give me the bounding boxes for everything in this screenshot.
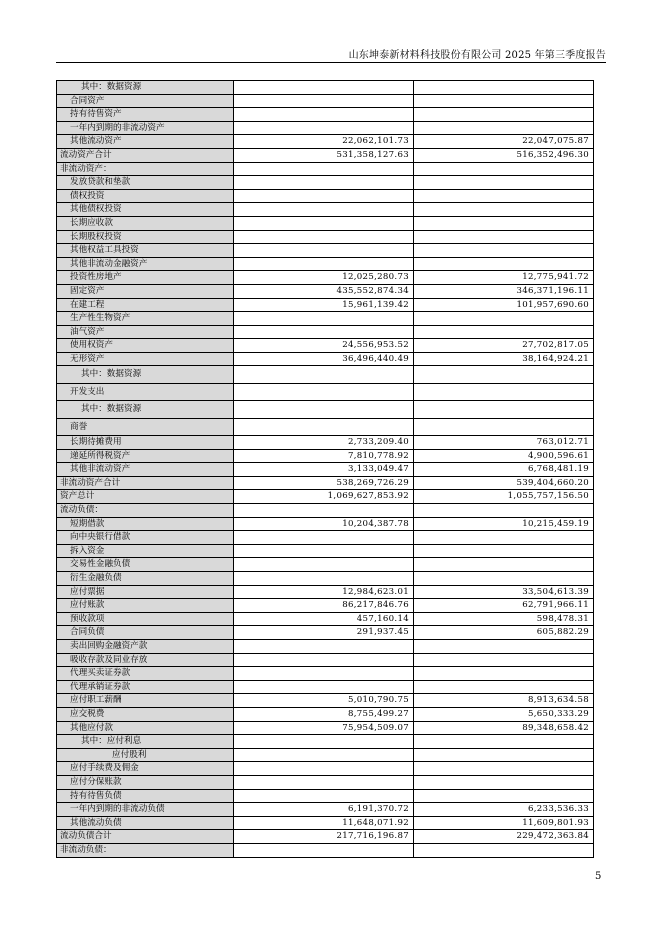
table-row <box>57 230 594 244</box>
table-row <box>57 176 594 190</box>
table-row <box>57 476 594 490</box>
table-row <box>57 383 594 400</box>
table-row <box>57 312 594 326</box>
prior-period-value <box>414 81 594 95</box>
row-label: 卖出回购金融资产款 <box>57 640 234 654</box>
current-period-value <box>234 257 414 271</box>
table-row <box>57 721 594 735</box>
row-label: 代理买卖证券款 <box>57 667 234 681</box>
prior-period-value <box>414 230 594 244</box>
prior-period-value: 539,404,660.20 <box>414 476 594 490</box>
table-row <box>57 401 594 418</box>
row-label: 长期待摊费用 <box>57 436 234 450</box>
prior-period-value: 605,882.29 <box>414 626 594 640</box>
prior-period-value <box>414 312 594 326</box>
prior-period-value <box>414 401 594 418</box>
table-row <box>57 612 594 626</box>
current-period-value: 291,937.45 <box>234 626 414 640</box>
current-period-value <box>234 94 414 108</box>
prior-period-value: 10,215,459.19 <box>414 517 594 531</box>
prior-period-value: 62,791,966.11 <box>414 599 594 613</box>
prior-period-value <box>414 680 594 694</box>
prior-period-value <box>414 108 594 122</box>
table-row <box>57 203 594 217</box>
prior-period-value <box>414 735 594 749</box>
row-label: 持有待售资产 <box>57 108 234 122</box>
table-row <box>57 352 594 366</box>
prior-period-value <box>414 653 594 667</box>
current-period-value: 457,160.14 <box>234 612 414 626</box>
row-label: 开发支出 <box>57 383 234 400</box>
current-period-value: 75,954,509.07 <box>234 721 414 735</box>
row-label: 应付票据 <box>57 585 234 599</box>
prior-period-value: 4,900,596.61 <box>414 449 594 463</box>
prior-period-value <box>414 203 594 217</box>
table-row <box>57 517 594 531</box>
current-period-value <box>234 735 414 749</box>
table-row <box>57 366 594 383</box>
current-period-value <box>234 366 414 383</box>
row-label: 长期股权投资 <box>57 230 234 244</box>
prior-period-value <box>414 121 594 135</box>
current-period-value: 531,358,127.63 <box>234 148 414 162</box>
prior-period-value <box>414 366 594 383</box>
prior-period-value <box>414 216 594 230</box>
row-label: 应付手续费及佣金 <box>57 762 234 776</box>
prior-period-value: 89,348,658.42 <box>414 721 594 735</box>
prior-period-value <box>414 843 594 857</box>
row-label: 商誉 <box>57 418 234 435</box>
table-row <box>57 789 594 803</box>
row-label: 其中：应付利息 <box>57 735 234 749</box>
table-row <box>57 585 594 599</box>
current-period-value <box>234 544 414 558</box>
table-row <box>57 680 594 694</box>
prior-period-value <box>414 667 594 681</box>
row-label: 拆入资金 <box>57 544 234 558</box>
table-row <box>57 121 594 135</box>
row-label: 吸收存款及同业存放 <box>57 653 234 667</box>
current-period-value <box>234 418 414 435</box>
current-period-value: 7,810,778.92 <box>234 449 414 463</box>
prior-period-value <box>414 572 594 586</box>
row-label: 衍生金融负债 <box>57 572 234 586</box>
table-row <box>57 216 594 230</box>
row-label: 非流动资产合计 <box>57 476 234 490</box>
table-row <box>57 257 594 271</box>
current-period-value <box>234 531 414 545</box>
current-period-value <box>234 108 414 122</box>
row-label: 固定资产 <box>57 284 234 298</box>
current-period-value <box>234 789 414 803</box>
row-label: 预收款项 <box>57 612 234 626</box>
prior-period-value <box>414 176 594 190</box>
row-label: 生产性生物资产 <box>57 312 234 326</box>
table-row <box>57 694 594 708</box>
prior-period-value: 229,472,363.84 <box>414 830 594 844</box>
table-row <box>57 94 594 108</box>
table-row <box>57 558 594 572</box>
prior-period-value <box>414 775 594 789</box>
table-row <box>57 816 594 830</box>
table-row <box>57 640 594 654</box>
prior-period-value <box>414 762 594 776</box>
current-period-value <box>234 189 414 203</box>
row-label: 其中：数据资源 <box>57 81 234 95</box>
row-label: 应付股利 <box>57 748 234 762</box>
table-row <box>57 108 594 122</box>
current-period-value <box>234 401 414 418</box>
row-label: 其他应付款 <box>57 721 234 735</box>
current-period-value <box>234 230 414 244</box>
table-row <box>57 271 594 285</box>
row-label: 资产总计 <box>57 490 234 504</box>
current-period-value: 2,733,209.40 <box>234 436 414 450</box>
prior-period-value <box>414 504 594 518</box>
table-row <box>57 653 594 667</box>
row-label: 在建工程 <box>57 298 234 312</box>
table-row <box>57 325 594 339</box>
prior-period-value: 6,233,536.33 <box>414 803 594 817</box>
row-label: 代理承销证券款 <box>57 680 234 694</box>
current-period-value <box>234 653 414 667</box>
current-period-value: 12,025,280.73 <box>234 271 414 285</box>
table-row <box>57 531 594 545</box>
current-period-value: 5,010,790.75 <box>234 694 414 708</box>
prior-period-value <box>414 383 594 400</box>
prior-period-value: 598,478.31 <box>414 612 594 626</box>
table-row <box>57 599 594 613</box>
current-period-value <box>234 383 414 400</box>
prior-period-value: 6,768,481.19 <box>414 463 594 477</box>
prior-period-value: 33,504,613.39 <box>414 585 594 599</box>
current-period-value: 217,716,196.87 <box>234 830 414 844</box>
row-label: 油气资产 <box>57 325 234 339</box>
row-label: 流动负债合计 <box>57 830 234 844</box>
row-label: 其他非流动金融资产 <box>57 257 234 271</box>
current-period-value: 36,496,440.49 <box>234 352 414 366</box>
table-row <box>57 148 594 162</box>
table-row <box>57 775 594 789</box>
table-row <box>57 490 594 504</box>
row-label: 其他权益工具投资 <box>57 244 234 258</box>
prior-period-value <box>414 640 594 654</box>
row-label: 投资性房地产 <box>57 271 234 285</box>
prior-period-value <box>414 418 594 435</box>
prior-period-value <box>414 531 594 545</box>
row-label: 其他流动资产 <box>57 135 234 149</box>
prior-period-value: 38,164,924.21 <box>414 352 594 366</box>
prior-period-value: 763,012.71 <box>414 436 594 450</box>
row-label: 使用权资产 <box>57 339 234 353</box>
current-period-value <box>234 667 414 681</box>
row-label: 流动负债： <box>57 504 234 518</box>
current-period-value: 22,062,101.73 <box>234 135 414 149</box>
current-period-value <box>234 572 414 586</box>
current-period-value <box>234 748 414 762</box>
row-label: 一年内到期的非流动资产 <box>57 121 234 135</box>
current-period-value <box>234 244 414 258</box>
prior-period-value: 5,650,333.29 <box>414 707 594 721</box>
row-label: 非流动负债： <box>57 843 234 857</box>
table-row <box>57 830 594 844</box>
table-row <box>57 748 594 762</box>
row-label: 流动资产合计 <box>57 148 234 162</box>
row-label: 应交税费 <box>57 707 234 721</box>
current-period-value <box>234 312 414 326</box>
prior-period-value <box>414 244 594 258</box>
current-period-value: 12,984,623.01 <box>234 585 414 599</box>
table-row <box>57 81 594 95</box>
current-period-value <box>234 81 414 95</box>
table-row <box>57 135 594 149</box>
current-period-value <box>234 325 414 339</box>
table-row <box>57 339 594 353</box>
row-label: 其他非流动资产 <box>57 463 234 477</box>
table-row <box>57 162 594 176</box>
prior-period-value <box>414 162 594 176</box>
prior-period-value: 101,957,690.60 <box>414 298 594 312</box>
prior-period-value: 27,702,817.05 <box>414 339 594 353</box>
table-row <box>57 463 594 477</box>
row-label: 发放贷款和垫款 <box>57 176 234 190</box>
current-period-value <box>234 176 414 190</box>
table-row <box>57 298 594 312</box>
row-label: 其他债权投资 <box>57 203 234 217</box>
current-period-value: 538,269,726.29 <box>234 476 414 490</box>
row-label: 长期应收款 <box>57 216 234 230</box>
current-period-value: 15,961,139.42 <box>234 298 414 312</box>
row-label: 应付分保账款 <box>57 775 234 789</box>
table-row <box>57 244 594 258</box>
prior-period-value: 12,775,941.72 <box>414 271 594 285</box>
current-period-value <box>234 775 414 789</box>
table-row <box>57 707 594 721</box>
table-row <box>57 572 594 586</box>
table-row <box>57 449 594 463</box>
row-label: 交易性金融负债 <box>57 558 234 572</box>
table-row <box>57 418 594 435</box>
table-row <box>57 504 594 518</box>
table-row <box>57 803 594 817</box>
row-label: 合同负债 <box>57 626 234 640</box>
table-row <box>57 436 594 450</box>
current-period-value <box>234 762 414 776</box>
row-label: 应付职工薪酬 <box>57 694 234 708</box>
prior-period-value <box>414 325 594 339</box>
row-label: 应付账款 <box>57 599 234 613</box>
prior-period-value: 11,609,801.93 <box>414 816 594 830</box>
balance-sheet-body <box>57 81 594 858</box>
row-label: 其他流动负债 <box>57 816 234 830</box>
current-period-value <box>234 680 414 694</box>
table-row <box>57 284 594 298</box>
row-label: 短期借款 <box>57 517 234 531</box>
prior-period-value: 516,352,496.30 <box>414 148 594 162</box>
prior-period-value <box>414 748 594 762</box>
current-period-value: 24,556,953.52 <box>234 339 414 353</box>
current-period-value <box>234 162 414 176</box>
table-row <box>57 189 594 203</box>
current-period-value: 8,755,499.27 <box>234 707 414 721</box>
prior-period-value <box>414 189 594 203</box>
current-period-value: 86,217,846.76 <box>234 599 414 613</box>
prior-period-value <box>414 558 594 572</box>
row-label: 其中：数据资源 <box>57 366 234 383</box>
prior-period-value: 346,371,196.11 <box>414 284 594 298</box>
current-period-value <box>234 203 414 217</box>
current-period-value: 1,069,627,853.92 <box>234 490 414 504</box>
row-label: 递延所得税资产 <box>57 449 234 463</box>
table-row <box>57 626 594 640</box>
prior-period-value: 1,055,757,156.50 <box>414 490 594 504</box>
row-label: 其中：数据资源 <box>57 401 234 418</box>
current-period-value <box>234 121 414 135</box>
table-row <box>57 544 594 558</box>
prior-period-value <box>414 94 594 108</box>
row-label: 合同资产 <box>57 94 234 108</box>
table-row <box>57 667 594 681</box>
current-period-value: 3,133,049.47 <box>234 463 414 477</box>
prior-period-value: 8,913,634.58 <box>414 694 594 708</box>
table-row <box>57 843 594 857</box>
prior-period-value <box>414 257 594 271</box>
balance-sheet-table <box>56 80 594 858</box>
current-period-value: 435,552,874.34 <box>234 284 414 298</box>
row-label: 持有待售负债 <box>57 789 234 803</box>
prior-period-value <box>414 544 594 558</box>
report-header-title: 山东坤泰新材料科技股份有限公司 2025 年第三季度报告 <box>348 50 606 61</box>
current-period-value <box>234 216 414 230</box>
prior-period-value <box>414 789 594 803</box>
prior-period-value: 22,047,075.87 <box>414 135 594 149</box>
header-rule <box>56 62 606 63</box>
current-period-value <box>234 843 414 857</box>
table-row <box>57 762 594 776</box>
row-label: 一年内到期的非流动负债 <box>57 803 234 817</box>
table-row <box>57 735 594 749</box>
current-period-value: 10,204,387.78 <box>234 517 414 531</box>
row-label: 债权投资 <box>57 189 234 203</box>
current-period-value: 11,648,071.92 <box>234 816 414 830</box>
current-period-value <box>234 640 414 654</box>
current-period-value <box>234 504 414 518</box>
current-period-value <box>234 558 414 572</box>
page-number: 5 <box>595 871 602 882</box>
row-label: 向中央银行借款 <box>57 531 234 545</box>
row-label: 非流动资产： <box>57 162 234 176</box>
current-period-value: 6,191,370.72 <box>234 803 414 817</box>
row-label: 无形资产 <box>57 352 234 366</box>
